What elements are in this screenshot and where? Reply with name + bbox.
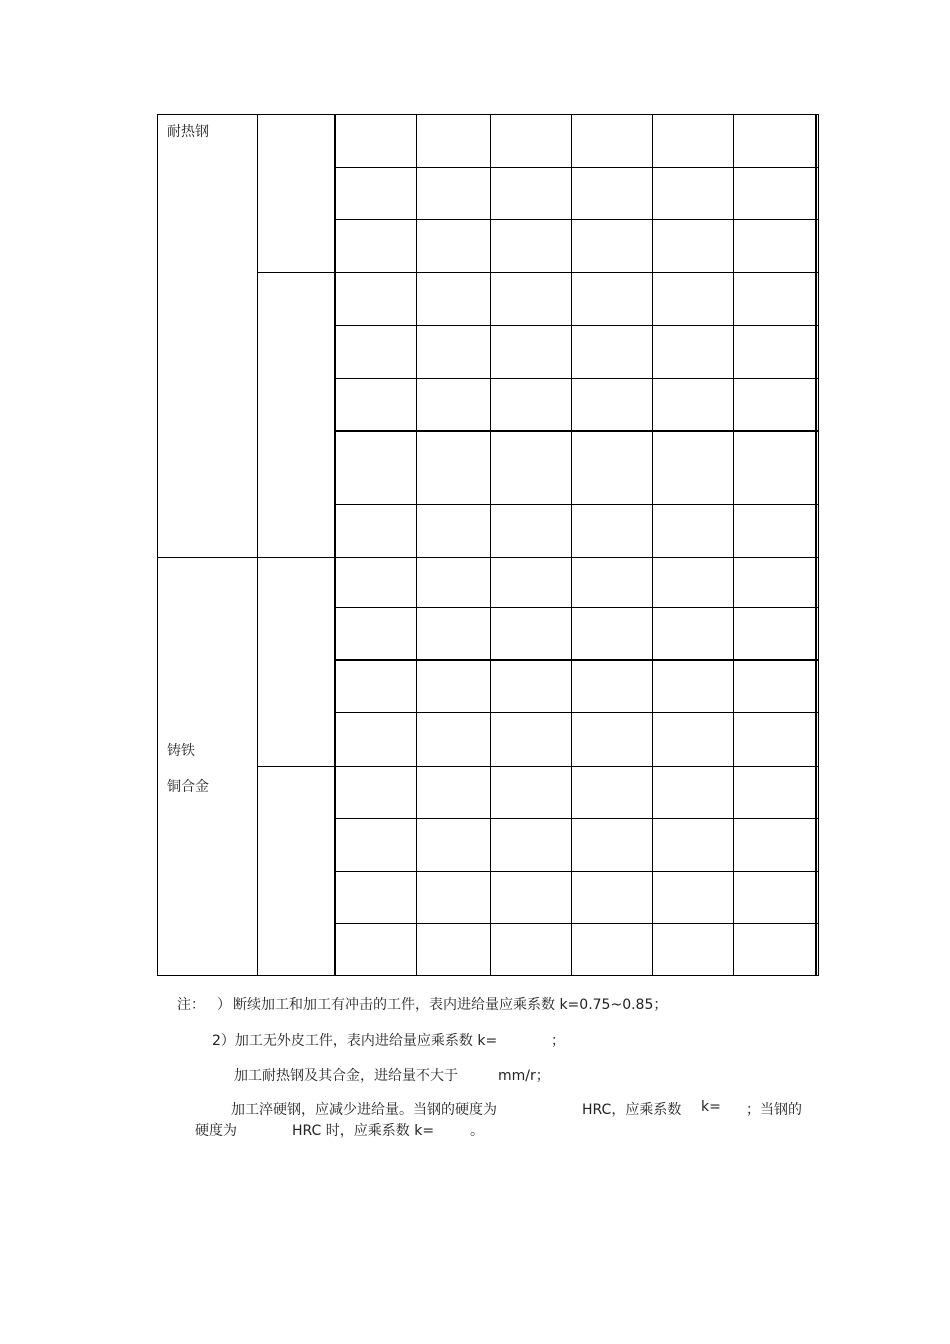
subgroup-divider xyxy=(257,272,819,273)
note-4-part-1: 加工淬硬钢，应减少进给量。当钢的硬度为 xyxy=(231,1102,497,1118)
group-label-cast-iron: 铸铁 xyxy=(167,743,195,759)
col-divider xyxy=(490,114,491,976)
note-1-text: 断续加工和加工有冲击的工件，表内进给量应乘系数 k=0.75~0.85； xyxy=(233,997,668,1013)
col-divider xyxy=(652,114,653,976)
note-4-part-3: k= xyxy=(701,1099,721,1115)
note-4-part-4: ；当钢的 xyxy=(746,1102,802,1118)
row-divider xyxy=(335,504,819,505)
group-divider xyxy=(157,557,819,558)
subgroup-divider xyxy=(257,766,819,767)
table-border-left xyxy=(157,114,158,976)
row-divider xyxy=(335,923,819,924)
row-divider xyxy=(335,167,819,168)
row-divider xyxy=(335,818,819,819)
row-divider xyxy=(335,871,819,872)
table-border-right-outer xyxy=(818,114,819,976)
table-border-right xyxy=(815,114,817,976)
note-4-line-2c: 。 xyxy=(470,1123,484,1139)
row-divider xyxy=(335,378,819,379)
note-4-line-2b: HRC 时，应乘系数 k= xyxy=(292,1123,435,1139)
note-3-text: 加工耐热钢及其合金，进给量不大于 xyxy=(234,1068,458,1084)
note-3-unit: mm/r； xyxy=(498,1068,550,1084)
col-divider-thick xyxy=(334,114,336,976)
note-4-part-2: HRC，应乘系数 xyxy=(582,1102,682,1118)
group-label-heat-resistant-steel: 耐热钢 xyxy=(167,124,209,140)
row-divider xyxy=(335,607,819,608)
note-1-prefix: 注： xyxy=(177,997,205,1013)
note-4-line-2a: 硬度为 xyxy=(195,1123,237,1139)
row-divider-thick xyxy=(335,430,819,432)
note-1-paren: ） xyxy=(217,997,231,1013)
row-divider-thick xyxy=(335,659,819,661)
note-2-text: 2）加工无外皮工件，表内进给量应乘系数 k= xyxy=(212,1033,498,1049)
note-2-tail: ； xyxy=(551,1033,565,1049)
col-divider xyxy=(416,114,417,976)
row-divider xyxy=(335,219,819,220)
row-divider xyxy=(335,325,819,326)
col-divider xyxy=(257,114,258,976)
row-divider xyxy=(335,712,819,713)
group-label-copper-alloy: 铜合金 xyxy=(167,779,209,795)
col-divider xyxy=(733,114,734,976)
col-divider xyxy=(571,114,572,976)
